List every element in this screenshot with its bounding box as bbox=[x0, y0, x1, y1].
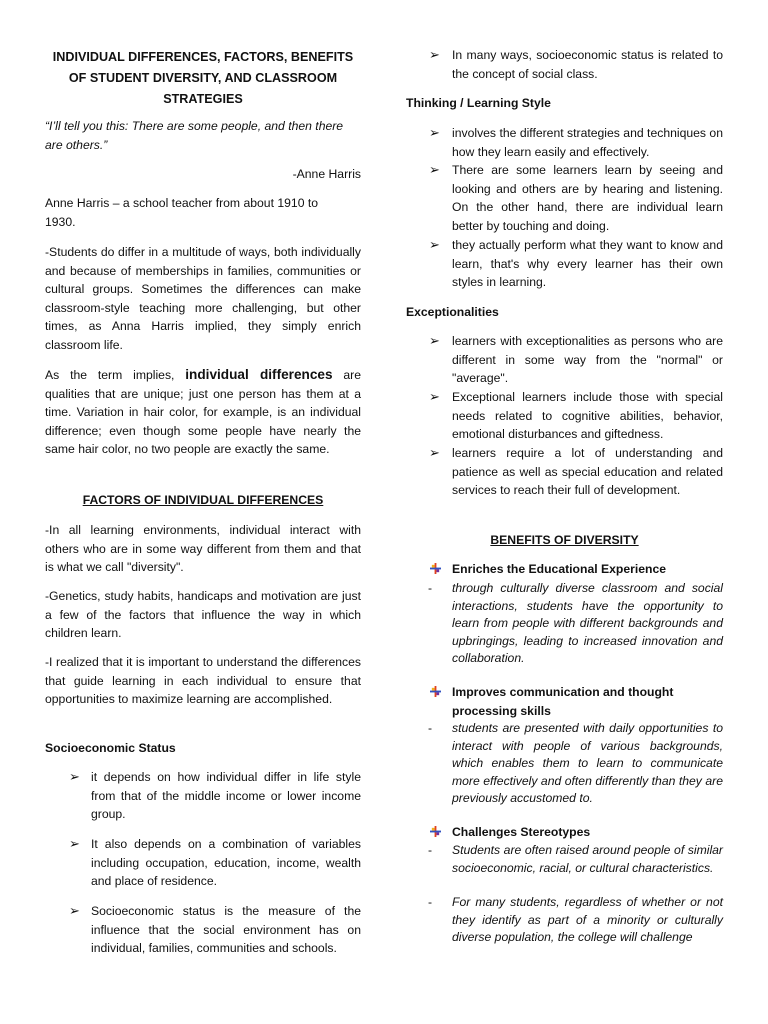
benefit-text: Students are often raised around people of similar socioeconomic, racial, or cultural characteristics. bbox=[452, 843, 723, 875]
benefit-text: For many students, regardless of whether or not they identify as part of a minority or culturally diverse population, the college will challenge bbox=[452, 895, 723, 945]
factors-heading: FACTORS OF INDIVIDUAL DIFFERENCES bbox=[82, 493, 324, 507]
bullet-text: learners with exceptionalities as persons who are different in some way from the "normal" or "average". bbox=[452, 334, 723, 386]
arrow-bullet-icon: ➢ bbox=[429, 389, 440, 404]
arrow-bullet-icon: ➢ bbox=[429, 333, 440, 348]
opening-quote: “I’ll tell you this: There are some people, and then there are others.” bbox=[45, 119, 344, 152]
arrow-bullet-icon: ➢ bbox=[69, 769, 80, 784]
factor-paragraph: -I realized that it is important to understand the differences that guide learning in each individual to ensure that opportunities to maximize learning are accomplished. bbox=[45, 655, 361, 707]
bullet-text: There are some learners learn by seeing and looking and others are by hearing and listening. On the other hand, there are individual learn better by touching and doing. bbox=[452, 163, 723, 233]
colored-bullet-icon bbox=[430, 826, 441, 837]
bullet-text: In many ways, socioeconomic status is related to the concept of social class. bbox=[452, 48, 723, 81]
colored-bullet-icon bbox=[430, 563, 441, 574]
definition-body: are qualities that are unique; just one person has them at a time. Variation in hair color, for example, is an individual difference; even though some people have nearly the same hair color, no two people are exactly the same. bbox=[45, 368, 361, 457]
bullet-text: It also depends on a combination of variables including occupation, education, income, wealth and place of residence. bbox=[91, 837, 361, 889]
bullet-text: it depends on how individual differ in life style from that of the middle income or lower income group. bbox=[91, 770, 361, 822]
intro-paragraph: -Students do differ in a multitude of ways, both individually and because of memberships in families, communities or cultural groups. Sometimes the differences can make classroom-style teaching more challenging, but other times, as Anna Harris implied, they simply enrich classroom life. bbox=[45, 245, 361, 352]
quote-author: -Anne Harris bbox=[292, 167, 361, 181]
bullet-text: involves the different strategies and techniques on how they learn easily and effectively. bbox=[452, 126, 723, 159]
benefit-title: Enriches the Educational Experience bbox=[452, 562, 667, 576]
arrow-bullet-icon: ➢ bbox=[429, 125, 440, 140]
thinking-style-heading: Thinking / Learning Style bbox=[406, 96, 551, 110]
dash-bullet: - bbox=[428, 581, 433, 595]
bullet-text: Exceptional learners include those with special needs related to cognitive abilities, behavior, emotional disturbances and giftedness. bbox=[452, 390, 723, 442]
definition-paragraph bbox=[45, 366, 361, 459]
arrow-bullet-icon: ➢ bbox=[69, 903, 80, 918]
benefits-heading: BENEFITS OF DIVERSITY bbox=[490, 533, 639, 547]
bullet-text: Socioeconomic status is the measure of the influence that the social environment has on individual, families, communities and schools. bbox=[91, 904, 361, 956]
arrow-bullet-icon: ➢ bbox=[429, 162, 440, 177]
definition-lead: As the term implies, bbox=[45, 368, 186, 382]
term-individual-differences: individual differences bbox=[185, 367, 333, 382]
dash-bullet: - bbox=[428, 721, 433, 735]
arrow-bullet-icon: ➢ bbox=[69, 836, 80, 851]
bio-text: Anne Harris – a school teacher from about 1910 to 1930. bbox=[45, 196, 319, 229]
factor-paragraph: -Genetics, study habits, handicaps and motivation are just a few of the factors that influence the way in which children learn. bbox=[45, 589, 361, 641]
document-title: INDIVIDUAL DIFFERENCES, FACTORS, BENEFITS OF STUDENT DIVERSITY, AND CLASSROOM STRATEGIES bbox=[52, 50, 354, 106]
bullet-text: they actually perform what they want to know and learn, that's why every learner has their own styles in learning. bbox=[452, 238, 723, 290]
ses-heading: Socioeconomic Status bbox=[45, 741, 176, 755]
benefit-text: through culturally diverse classroom and social interactions, students have the opportunity to learn from people with different backgrounds and upbringings, leading to increased innovation and collaboration. bbox=[452, 581, 723, 666]
benefit-title: Improves communication and thought processing skills bbox=[452, 685, 674, 718]
arrow-bullet-icon: ➢ bbox=[429, 47, 440, 62]
benefit-text: students are presented with daily opportunities to interact with people of various backgrounds, which enables them to learn to communicate more effectively and often differently than they are previously accustomed to. bbox=[452, 721, 723, 806]
exceptionalities-heading: Exceptionalities bbox=[406, 305, 499, 319]
arrow-bullet-icon: ➢ bbox=[429, 445, 440, 460]
bullet-text: learners require a lot of understanding and patience as well as special education and related services to reach their full of development. bbox=[452, 446, 723, 498]
benefit-title: Challenges Stereotypes bbox=[452, 825, 591, 839]
factor-paragraph: -In all learning environments, individual interact with others who are in some way different from them and that is what we call "diversity". bbox=[45, 523, 361, 575]
dash-bullet: - bbox=[428, 843, 433, 857]
colored-bullet-icon bbox=[430, 686, 441, 697]
arrow-bullet-icon: ➢ bbox=[429, 237, 440, 252]
dash-bullet: - bbox=[428, 895, 433, 909]
